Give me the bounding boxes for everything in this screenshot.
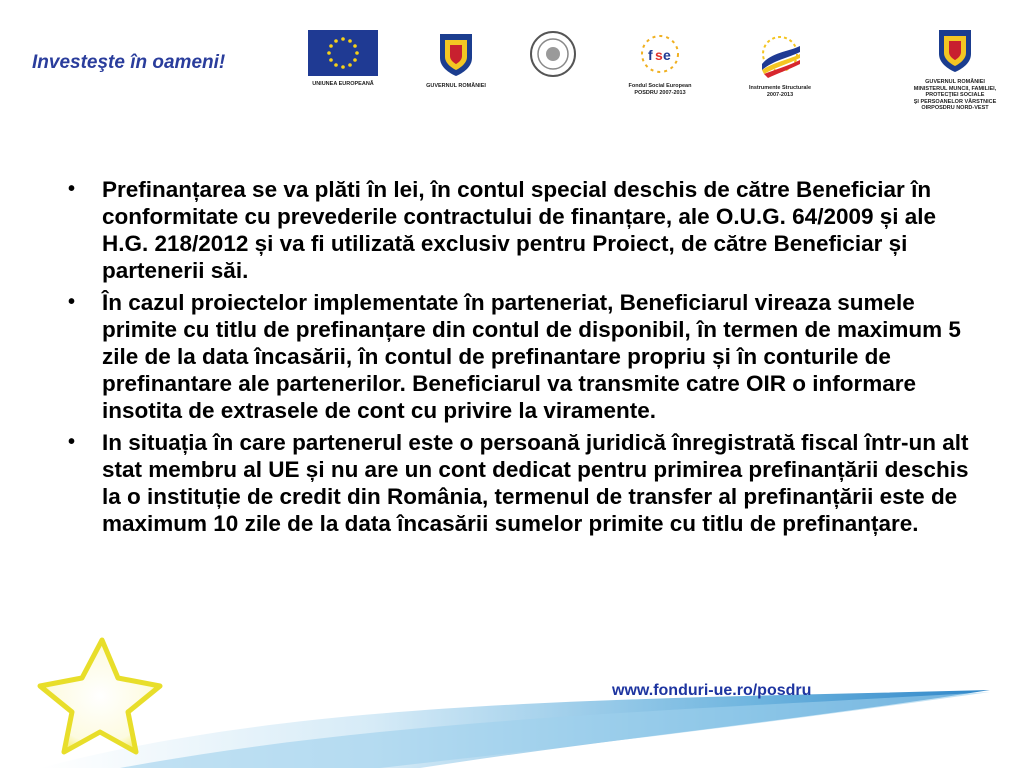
star-shape bbox=[40, 640, 160, 752]
logo-fse bbox=[618, 30, 702, 96]
svg-text:e: e bbox=[663, 47, 671, 63]
logo-seal bbox=[528, 30, 578, 83]
logo-structural bbox=[740, 30, 820, 98]
logo-caption-line: Instrumente Structurale bbox=[748, 85, 812, 91]
bullet-text: În cazul proiectelor implementate în parteneriat, Beneficiarul vireaza sumele primite cu titlu de prefinanțare din contul de disponibil, în termen de maximum 5 zile de la data încasării, în contul de prefinantare propriu și în conturile de prefinantare ale partenerilor. Beneficiarul va transmite catre OIR o informare insotita de extrasele de cont cu privire la viramente. bbox=[102, 290, 961, 423]
logo-eu bbox=[306, 30, 380, 88]
logo-caption: GUVERNUL ROMÂNIEI bbox=[426, 83, 486, 89]
logo-caption-line: 2007-2013 bbox=[766, 91, 794, 98]
logo-caption-line: Fondul Social European bbox=[628, 83, 692, 89]
logo-caption-line: MINISTERUL MUNCII, FAMILIEI, bbox=[913, 85, 997, 92]
logo-caption-line: ŞI PERSOANELOR VÂRSTNICE bbox=[913, 98, 997, 105]
bullet-item bbox=[62, 429, 982, 537]
round-seal-icon bbox=[529, 30, 577, 78]
tagline: Investeşte în oameni! bbox=[32, 52, 226, 73]
svg-text:s: s bbox=[655, 47, 663, 63]
bullet-marker: • bbox=[68, 431, 76, 453]
logo-caption-line: OIRPOSDRU NORD-VEST bbox=[921, 105, 989, 111]
bullet-marker: • bbox=[68, 291, 76, 313]
bullet-text: Prefinanțarea se va plăti în lei, în contul special deschis de către Beneficiar în conformitate cu prevederile contractului de finanțare, ale O.U.G. 64/2009 și ale H.G. 218/2012 și va fi utilizată exclusiv pentru Proiect, de către Beneficiar și partenerii săi. bbox=[102, 177, 937, 283]
logo-caption-line: GUVERNUL ROMÂNIEI bbox=[925, 79, 985, 85]
bullet-marker: • bbox=[68, 178, 76, 200]
bullet-item bbox=[62, 289, 982, 424]
romania-coat-of-arms-icon bbox=[436, 30, 476, 78]
logo-caption-line: POSDRU 2007-2013 bbox=[634, 89, 686, 96]
structural-instruments-icon bbox=[754, 30, 806, 80]
romania-coat-of-arms-icon bbox=[935, 26, 975, 74]
bullet-text: In situația în care partenerul este o persoană juridică înregistrată fiscal într-un alt stat membru al UE și nu are un cont dedicat pentru primirea prefinanțării deschis la o instituție de credit din România, termenul de transfer al prefinanțării este de maximum 10 zile de la data încasării sumelor primite cu titlu de prefinanțare. bbox=[102, 430, 969, 536]
fse-logo-icon bbox=[636, 30, 684, 78]
logo-caption: UNIUNEA EUROPEANĂ bbox=[312, 81, 374, 87]
bullet-list bbox=[62, 176, 982, 542]
eu-flag-icon bbox=[308, 30, 378, 76]
logo-caption-line: PROTECŢIEI SOCIALE bbox=[925, 92, 985, 98]
bullet-item bbox=[62, 176, 982, 284]
website-link[interactable]: www.fonduri-ue.ro/posdru bbox=[612, 682, 812, 699]
logo-gov bbox=[420, 30, 492, 90]
svg-text:f: f bbox=[648, 47, 653, 63]
logo-ministry bbox=[900, 26, 1010, 112]
